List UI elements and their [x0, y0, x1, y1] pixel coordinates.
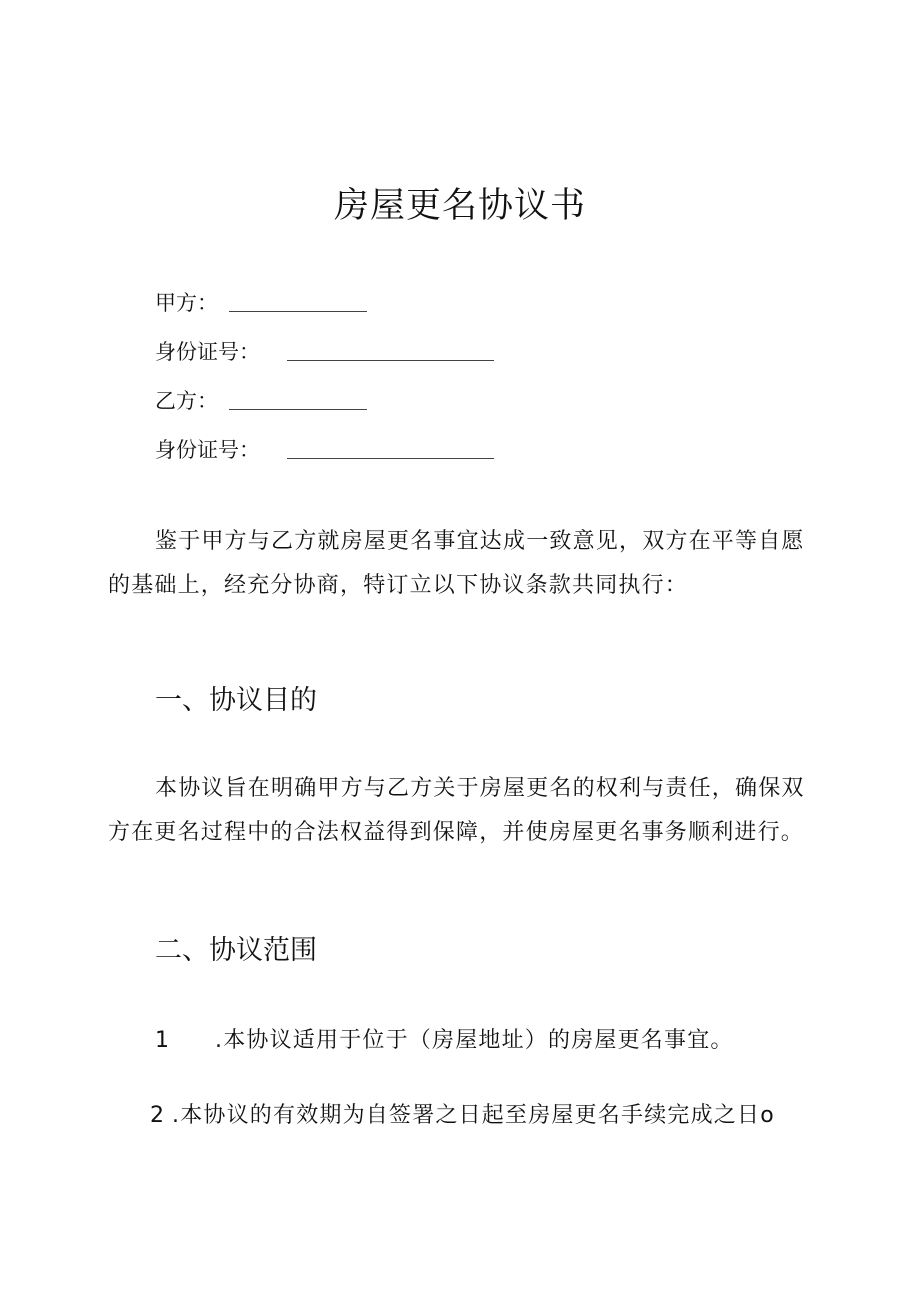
- scope-item-2-text: .本协议的有效期为自签署之日起至房屋更名手续完成之日o: [172, 1103, 775, 1128]
- scope-item-2: [150, 1098, 775, 1129]
- scope-item-1-number: 1: [155, 1028, 171, 1053]
- party-a-row: [155, 288, 367, 318]
- party-a-label: 甲方：: [155, 291, 218, 315]
- document-title: 房屋更名协议书: [333, 186, 586, 226]
- party-b-row: [155, 386, 367, 416]
- preamble-paragraph: [108, 520, 813, 608]
- preamble-line-2: 的基础上，经充分协商，特订立以下协议条款共同执行：: [108, 573, 689, 598]
- section-1-heading: 一、协议目的: [155, 685, 317, 716]
- scope-item-1-text: .本协议适用于位于（房屋地址）的房屋更名事宜。: [215, 1028, 734, 1053]
- party-a-id-label: 身份证号：: [155, 340, 260, 364]
- party-b-id-label: 身份证号：: [155, 438, 260, 462]
- party-b-id-row: [155, 435, 494, 465]
- section-1-line-1: 本协议旨在明确甲方与乙方关于房屋更名的权利与责任，确保双: [155, 776, 805, 801]
- section-1-line-2: 方在更名过程中的合法权益得到保障，并使房屋更名事务顺利进行。: [108, 820, 805, 845]
- scope-item-1: [155, 1023, 734, 1054]
- section-1-paragraph: [108, 767, 813, 855]
- party-a-blank: [229, 291, 367, 312]
- party-a-id-blank: [287, 340, 494, 361]
- scope-item-2-number: 2: [150, 1103, 166, 1128]
- party-b-label: 乙方：: [155, 389, 218, 413]
- party-b-blank: [229, 389, 367, 410]
- party-a-id-row: [155, 337, 494, 367]
- preamble-line-1: 鉴于甲方与乙方就房屋更名事宜达成一致意见，双方在平等自愿: [155, 529, 805, 554]
- section-2-heading: 二、协议范围: [155, 935, 317, 966]
- party-b-id-blank: [287, 438, 494, 459]
